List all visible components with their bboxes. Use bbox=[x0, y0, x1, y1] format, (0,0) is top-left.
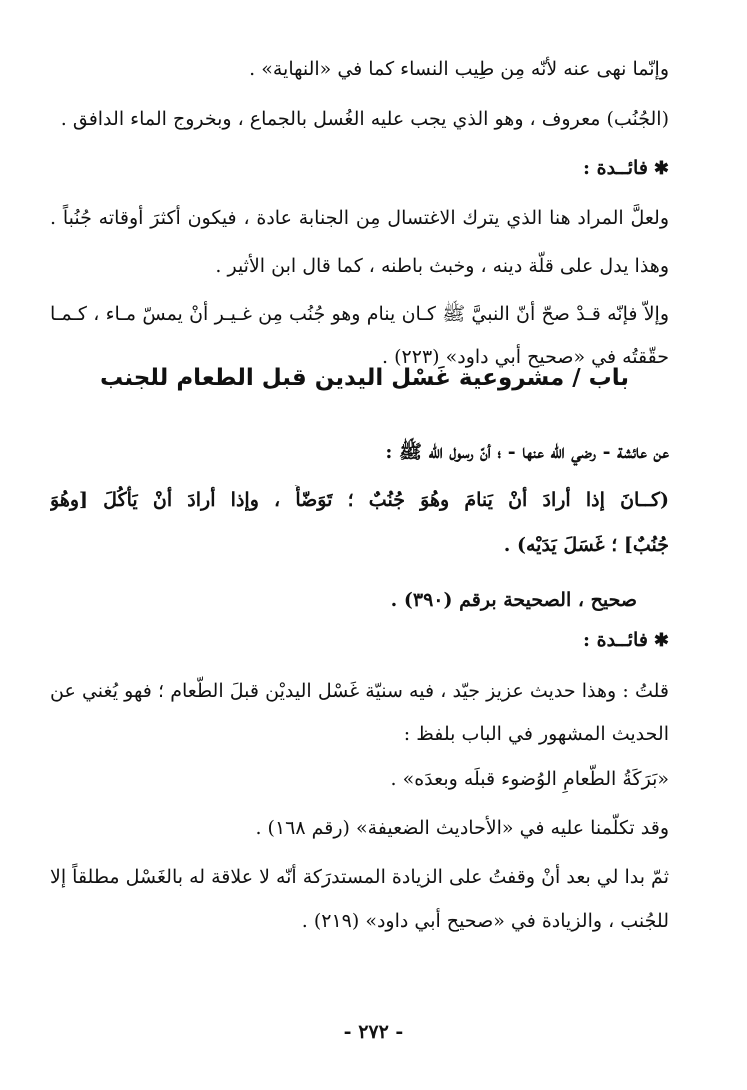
star-icon: ✱ bbox=[653, 158, 669, 179]
hadith-line-2: جُنُبٌ] ؛ غَسَلَ يَدَيْه) . bbox=[503, 534, 669, 556]
text-line-5: وإلاّ فإنّه قـدْ صحّ أنّ النبيَّ ﷺ كـان ينام وهو جُنُب مِن غـيـر أنْ يمسّ مـاء ، كـمـا bbox=[50, 303, 669, 325]
text-line-4: وهذا يدل على قلّة دينه ، وخبث باطنه ، كما قال ابن الأثير . bbox=[215, 255, 669, 277]
fa-ida-label-2: فائــدة : bbox=[583, 629, 648, 651]
chapter-heading: باب / مشروعية غَسْل اليدين قبل الطعام للجنب bbox=[99, 365, 630, 391]
page-number: - ٢٧٢ - bbox=[343, 1021, 404, 1043]
hadith-line-1: (كــانَ إذا أرادَ أنْ يَنامَ وهُوَ جُنُبٌ ؛ تَوَضّأَ ، وإذا أرادَ أنْ يَأْكُلَ [وهُوَ bbox=[50, 489, 669, 511]
text-line-16: للجُنب ، والزيادة في «صحيح أبي داود» (٢١٩) . bbox=[301, 910, 669, 932]
text-line-15: ثمّ بدا لي بعد أنْ وقفتُ على الزيادة المستدرَكة أنّه لا علاقة له بالغَسْل مطلقاً إلا bbox=[50, 866, 669, 888]
text-line-2: (الجُنُب) معروف ، وهو الذي يجب عليه الغُسل بالجماع ، وبخروج الماء الدافق . bbox=[60, 108, 669, 130]
text-line-11: قلتُ : وهذا حديث عزيز جيّد ، فيه سنيّة غَسْل اليديْن قبلَ الطّعام ؛ فهو يُغني عن bbox=[50, 680, 669, 702]
text-line-6: حقّقتُه في «صحيح أبي داود» (٢٢٣) . bbox=[382, 346, 669, 368]
star-icon: ✱ bbox=[653, 630, 669, 651]
fa-ida-heading-2 bbox=[50, 625, 669, 656]
text-line-3: ولعلَّ المراد هنا الذي يترك الاغتسال مِن الجنابة عادة ، فيكون أكثرَ أوقاته جُنُباً . bbox=[50, 207, 669, 229]
text-line-12: الحديث المشهور في الباب بلفظ : bbox=[403, 723, 669, 745]
text-line-7: عن عائشة - رضي اللّه عنها - ؛ أنّ رسول الله ﷺ : bbox=[385, 441, 669, 463]
text-line-1: وإنّما نهى عنه لأنّه مِن طِيب النساء كما في «النهاية» . bbox=[249, 58, 669, 80]
text-line-14: وقد تكلّمنا عليه في «الأحاديث الضعيفة» (رقم ١٦٨) . bbox=[255, 817, 669, 839]
grading-line: صحيح ، الصحيحة برقم (٣٩٠) . bbox=[390, 589, 637, 611]
text-line-13: «بَرَكَةُ الطّعامِ الوُضوء قبلَه وبعدَه» . bbox=[390, 768, 669, 790]
fa-ida-heading-1 bbox=[50, 153, 669, 184]
fa-ida-label-1: فائــدة : bbox=[583, 157, 648, 179]
